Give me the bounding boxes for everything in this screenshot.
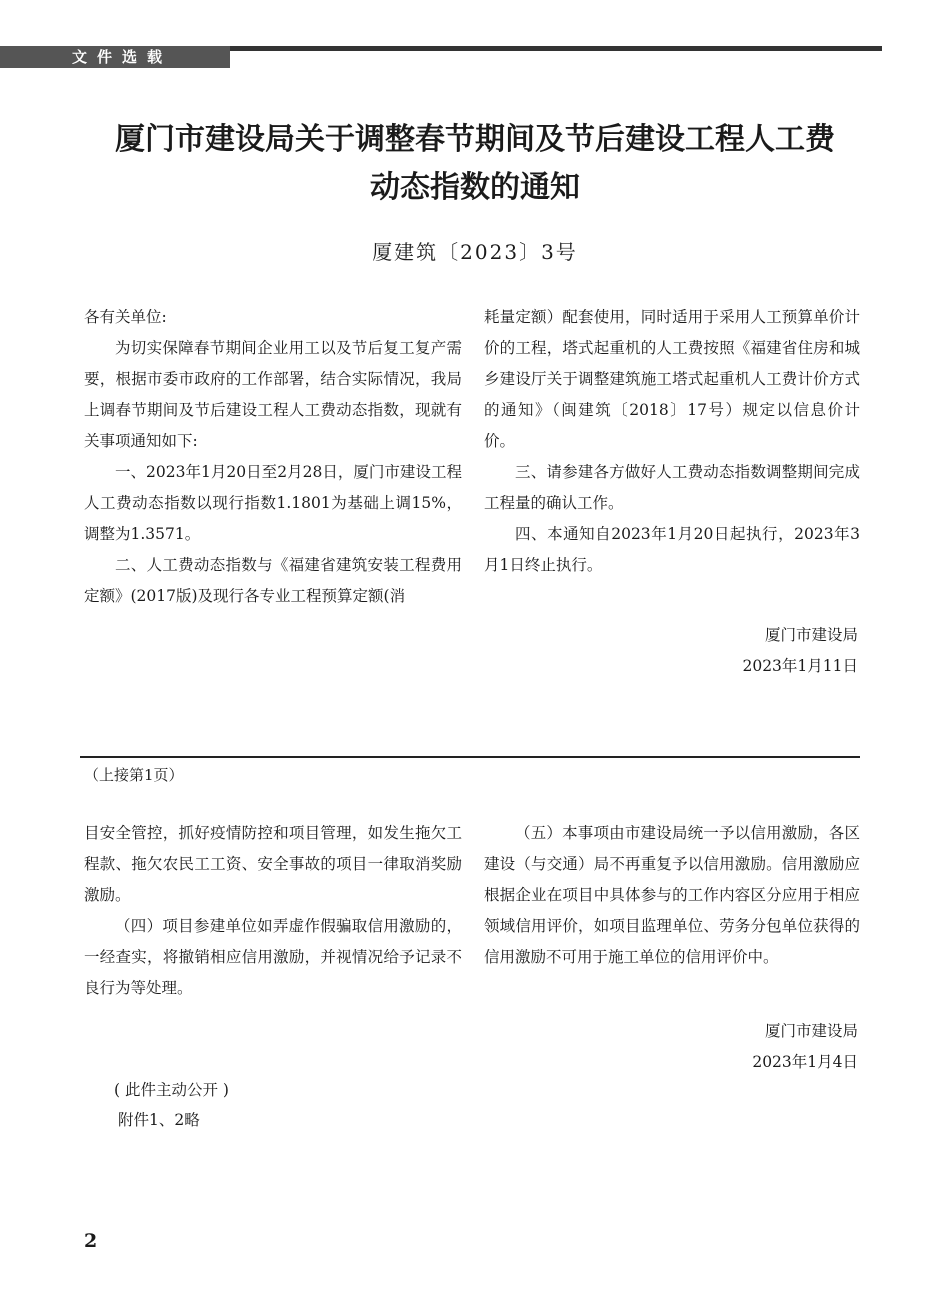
paragraph: 目安全管控，抓好疫情防控和项目管理，如发生拖欠工程款、拖欠农民工工资、安全事故的项目一律取消奖励激励。 (84, 824, 462, 904)
notice1-left-column (84, 302, 462, 612)
issuer: 厦门市建设局 (764, 626, 858, 644)
paragraph: 二、人工费动态指数与《福建省建筑安装工程费用定额》(2017版)及现行各专业工程预算定额(消 (84, 556, 462, 605)
paragraph: 为切实保障春节期间企业用工以及节后复工复产需要，根据市委市政府的工作部署，结合实际情况，我局上调春节期间及节后建设工程人工费动态指数，现就有关事项通知如下: (84, 339, 462, 450)
document-number: 厦建筑〔2023〕3号 (372, 240, 578, 264)
section-divider (80, 756, 860, 758)
notice1-signature (742, 620, 858, 682)
notice-title-line-2: 动态指数的通知 (370, 170, 580, 205)
paragraph: （五）本事项由市建设局统一予以信用激励，各区建设（与交通）局不再重复予以信用激励。信用激励应根据企业在项目中具体参与的工作内容区分应用于相应领域信用评价，如项目监理单位、劳务分包单位获得的信用激励不可用于施工单位的信用评价中。 (484, 824, 860, 966)
paragraph: （四）项目参建单位如弄虚作假骗取信用激励的，一经查实，将撤销相应信用激励，并视情况给予记录不良行为等处理。 (84, 917, 462, 997)
continued-from-note: （上接第1页） (84, 766, 184, 784)
public-disclosure-note: ( 此件主动公开 ) (114, 1081, 229, 1099)
paragraph: 三、请参建各方做好人工费动态指数调整期间完成工程量的确认工作。 (484, 463, 860, 512)
issue-date: 2023年1月4日 (752, 1053, 858, 1071)
notice1-right-column (484, 302, 860, 581)
paragraph: 耗量定额）配套使用，同时适用于采用人工预算单价计价的工程，塔式起重机的人工费按照《福建省住房和城乡建设厅关于调整建筑施工塔式起重机人工费计价方式的通知》（闽建筑〔2018〕17号）规定以信息价计价。 (484, 308, 860, 450)
section-label-band (0, 46, 230, 68)
notice2-right-column (484, 818, 860, 973)
notice2-left-column (84, 818, 462, 1004)
salutation: 各有关单位: (84, 308, 167, 326)
issuer: 厦门市建设局 (764, 1022, 858, 1040)
section-label: 文件选载 (72, 48, 173, 66)
page-number: 2 (84, 1230, 98, 1252)
paragraph: 一、2023年1月20日至2月28日，厦门市建设工程人工费动态指数以现行指数1.1801为基础上调15%，调整为1.3571。 (84, 463, 462, 543)
notice-title-line-1: 厦门市建设局关于调整春节期间及节后建设工程人工费 (115, 122, 835, 157)
notice2-signature (752, 1016, 858, 1078)
header-rule (230, 46, 882, 51)
attachments-note: 附件1、2略 (118, 1111, 200, 1129)
paragraph: 四、本通知自2023年1月20日起执行，2023年3月1日终止执行。 (484, 525, 860, 574)
issue-date: 2023年1月11日 (742, 657, 858, 675)
